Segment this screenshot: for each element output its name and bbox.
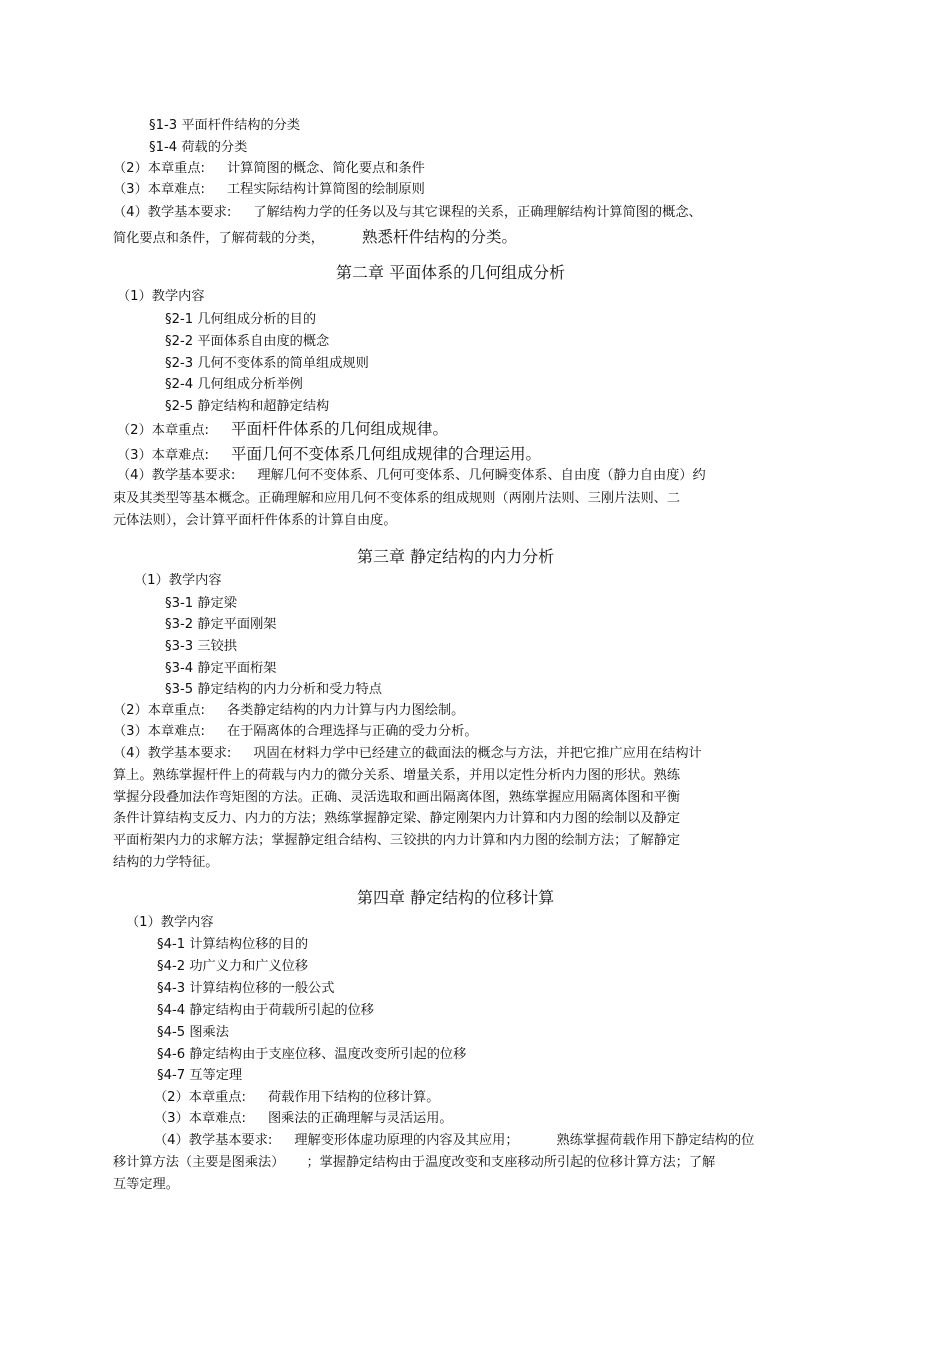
ch1-difficulties — [113, 181, 425, 199]
section-4-6: §4-6 静定结构由于支座位移、温度改变所引起的位移 — [157, 1047, 467, 1062]
ch4-content-label: （1）教学内容 — [126, 915, 214, 930]
ch2-key-label: （2）本章重点: — [117, 423, 209, 438]
ch3-difficulties — [113, 723, 478, 741]
section-4-5: §4-5 图乘法 — [157, 1025, 229, 1040]
ch4-key-label: （2）本章重点: — [154, 1090, 246, 1105]
ch4-key-text: 荷载作用下结构的位移计算。 — [267, 1090, 440, 1105]
section-2-4: §2-4 几何组成分析举例 — [165, 377, 303, 392]
ch2-key-points — [117, 420, 448, 440]
section-2-1: §2-1 几何组成分析的目的 — [165, 312, 317, 327]
ch2-content-label: （1）教学内容 — [117, 289, 205, 304]
chapter-3-title: 第三章 静定结构的内力分析 — [357, 547, 555, 566]
section-2-3: §2-3 几何不变体系的简单组成规则 — [165, 356, 369, 371]
section-4-2: §4-2 功广义力和广义位移 — [157, 959, 309, 974]
ch2-requirements-line1 — [117, 467, 706, 485]
ch1-key-points — [113, 160, 425, 178]
section-3-4: §3-4 静定平面桁架 — [165, 661, 277, 676]
ch1-key-text: 计算简图的概念、简化要点和条件 — [226, 161, 425, 176]
ch1-diff-label: （3）本章难点: — [113, 182, 205, 197]
ch1-req-text2b: 熟悉杆件结构的分类。 — [362, 228, 518, 246]
ch3-req-label: （4）教学基本要求: — [113, 746, 232, 761]
ch2-requirements-line3: 元体法则），会计算平面杆件体系的计算自由度。 — [113, 513, 397, 528]
ch4-difficulties — [154, 1110, 453, 1128]
ch1-requirements-line2 — [113, 228, 517, 248]
ch4-req-text2a: 移计算方法（主要是图乘法） — [113, 1155, 285, 1170]
ch4-diff-text: 图乘法的正确理解与灵活运用。 — [267, 1111, 453, 1126]
ch1-diff-text: 工程实际结构计算简图的绘制原则 — [226, 182, 425, 197]
section-4-4: §4-4 静定结构由于荷载所引起的位移 — [157, 1003, 374, 1018]
ch3-key-text: 各类静定结构的内力计算与内力图绘制。 — [226, 703, 465, 718]
section-3-1: §3-1 静定梁 — [165, 596, 237, 611]
ch3-diff-label: （3）本章难点: — [113, 724, 205, 739]
section-3-2: §3-2 静定平面刚架 — [165, 617, 277, 632]
section-1-4: §1-4 荷载的分类 — [149, 140, 248, 155]
ch4-requirements-line3: 互等定理。 — [113, 1177, 179, 1192]
section-2-2: §2-2 平面体系自由度的概念 — [165, 334, 330, 349]
ch4-req-text2b: ；掌握静定结构由于温度改变和支座移动所引起的位移计算方法；了解 — [306, 1155, 716, 1170]
ch3-requirements-line2: 算上。熟练掌握杆件上的荷载与内力的微分关系、增量关系，并用以定性分析内力图的形状。熟练 — [113, 768, 681, 783]
ch3-key-label: （2）本章重点: — [113, 703, 205, 718]
ch4-requirements-line1 — [154, 1132, 754, 1150]
ch1-requirements-line1 — [113, 204, 702, 222]
ch4-diff-label: （3）本章难点: — [154, 1111, 246, 1126]
ch1-key-label: （2）本章重点: — [113, 161, 205, 176]
ch3-req-text1: 巩固在材料力学中已经建立的截面法的概念与方法，并把它推广应用在结构计 — [253, 746, 702, 761]
ch2-req-label: （4）教学基本要求: — [117, 468, 236, 483]
ch2-req-text1: 理解几何不变体系、几何可变体系、几何瞬变体系、自由度（静力自由度）约 — [257, 468, 706, 483]
section-4-7: §4-7 互等定理 — [157, 1068, 243, 1083]
ch1-req-label: （4）教学基本要求: — [113, 205, 232, 220]
ch3-content-label: （1）教学内容 — [134, 573, 222, 588]
ch1-req-text2a: 简化要点和条件，了解荷载的分类， — [113, 231, 324, 246]
ch2-key-text: 平面杆件体系的几何组成规律。 — [230, 420, 448, 438]
ch4-req-text1a: 理解变形体虚功原理的内容及其应用； — [294, 1133, 519, 1148]
ch3-key-points — [113, 702, 464, 720]
ch3-requirements-line1 — [113, 745, 702, 763]
ch4-req-text1b: 熟练掌握荷载作用下静定结构的位 — [556, 1133, 755, 1148]
ch2-diff-text: 平面几何不变体系几何组成规律的合理运用。 — [230, 445, 541, 463]
ch2-diff-label: （3）本章难点: — [117, 448, 209, 463]
ch1-req-text1: 了解结构力学的任务以及与其它课程的关系，正确理解结构计算简图的概念、 — [253, 205, 702, 220]
ch3-diff-text: 在于隔离体的合理选择与正确的受力分析。 — [226, 724, 478, 739]
section-1-3: §1-3 平面杆件结构的分类 — [149, 118, 301, 133]
section-2-5: §2-5 静定结构和超静定结构 — [165, 399, 330, 414]
section-4-1: §4-1 计算结构位移的目的 — [157, 937, 309, 952]
chapter-4-title: 第四章 静定结构的位移计算 — [357, 888, 555, 907]
ch4-req-label: （4）教学基本要求: — [154, 1133, 273, 1148]
section-4-3: §4-3 计算结构位移的一般公式 — [157, 981, 335, 996]
section-3-5: §3-5 静定结构的内力分析和受力特点 — [165, 682, 382, 697]
ch4-requirements-line2 — [113, 1154, 715, 1172]
ch2-requirements-line2: 束及其类型等基本概念。正确理解和应用几何不变体系的组成规则（两刚片法则、三刚片法则、二 — [113, 491, 681, 506]
section-3-3: §3-3 三铰拱 — [165, 639, 237, 654]
ch4-key-points — [154, 1089, 439, 1107]
chapter-2-title: 第二章 平面体系的几何组成分析 — [336, 263, 566, 282]
ch3-requirements-line5: 平面桁架内力的求解方法；掌握静定组合结构、三铰拱的内力计算和内力图的绘制方法；了解静定 — [113, 833, 681, 848]
ch3-requirements-line6: 结构的力学特征。 — [113, 855, 219, 870]
ch3-requirements-line3: 掌握分段叠加法作弯矩图的方法。正确、灵活选取和画出隔离体图，熟练掌握应用隔离体图和平衡 — [113, 790, 681, 805]
ch3-requirements-line4: 条件计算结构支反力、内力的方法；熟练掌握静定梁、静定刚架内力计算和内力图的绘制以及静定 — [113, 811, 681, 826]
ch2-difficulties — [117, 445, 541, 465]
